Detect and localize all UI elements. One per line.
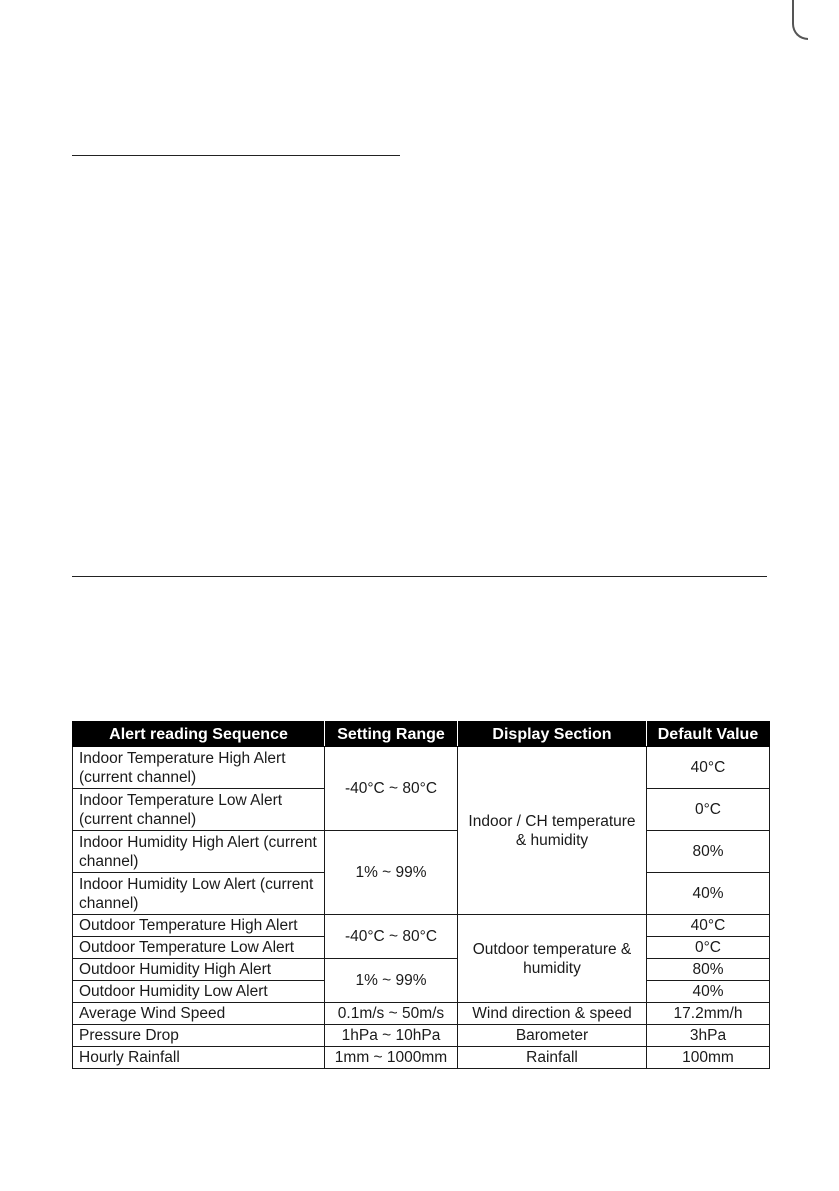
table-header-row (73, 722, 770, 747)
table-row (73, 1025, 770, 1047)
alert-name: Hourly Rainfall (73, 1047, 325, 1069)
alert-name: Indoor Temperature Low Alert (current channel) (73, 789, 325, 831)
setting-range: 1hPa ~ 10hPa (325, 1025, 458, 1047)
default-value: 80% (647, 831, 770, 873)
section-divider (72, 576, 767, 577)
header-display-section: Display Section (458, 722, 647, 747)
display-section: Barometer (458, 1025, 647, 1047)
display-section: Wind direction & speed (458, 1003, 647, 1025)
default-value: 3hPa (647, 1025, 770, 1047)
alert-name: Average Wind Speed (73, 1003, 325, 1025)
table-row (73, 959, 770, 981)
alert-name: Indoor Temperature High Alert (current channel) (73, 747, 325, 789)
default-value: 80% (647, 959, 770, 981)
default-value: 17.2mm/h (647, 1003, 770, 1025)
setting-range: 1% ~ 99% (325, 831, 458, 915)
alert-name: Indoor Humidity High Alert (current channel) (73, 831, 325, 873)
display-section: Rainfall (458, 1047, 647, 1069)
default-value: 0°C (647, 789, 770, 831)
alert-name: Outdoor Humidity High Alert (73, 959, 325, 981)
crop-mark (792, 0, 808, 40)
alert-name: Indoor Humidity Low Alert (current channel) (73, 873, 325, 915)
alert-name: Pressure Drop (73, 1025, 325, 1047)
header-setting-range: Setting Range (325, 722, 458, 747)
table-row (73, 1047, 770, 1069)
table-row (73, 831, 770, 873)
display-section: Outdoor temperature & humidity (458, 915, 647, 1003)
setting-range: 1mm ~ 1000mm (325, 1047, 458, 1069)
alert-name: Outdoor Humidity Low Alert (73, 981, 325, 1003)
header-alert-sequence: Alert reading Sequence (73, 722, 325, 747)
default-value: 40°C (647, 915, 770, 937)
table-row (73, 1003, 770, 1025)
alert-name: Outdoor Temperature Low Alert (73, 937, 325, 959)
default-value: 40% (647, 981, 770, 1003)
setting-range: -40°C ~ 80°C (325, 915, 458, 959)
default-value: 40% (647, 873, 770, 915)
section-underline (72, 155, 400, 156)
alert-settings-table (72, 721, 770, 1069)
setting-range: 0.1m/s ~ 50m/s (325, 1003, 458, 1025)
display-section: Indoor / CH temperature & humidity (458, 747, 647, 915)
header-default-value: Default Value (647, 722, 770, 747)
table-row (73, 915, 770, 937)
setting-range: -40°C ~ 80°C (325, 747, 458, 831)
default-value: 0°C (647, 937, 770, 959)
table-row (73, 747, 770, 789)
default-value: 40°C (647, 747, 770, 789)
alert-name: Outdoor Temperature High Alert (73, 915, 325, 937)
default-value: 100mm (647, 1047, 770, 1069)
setting-range: 1% ~ 99% (325, 959, 458, 1003)
